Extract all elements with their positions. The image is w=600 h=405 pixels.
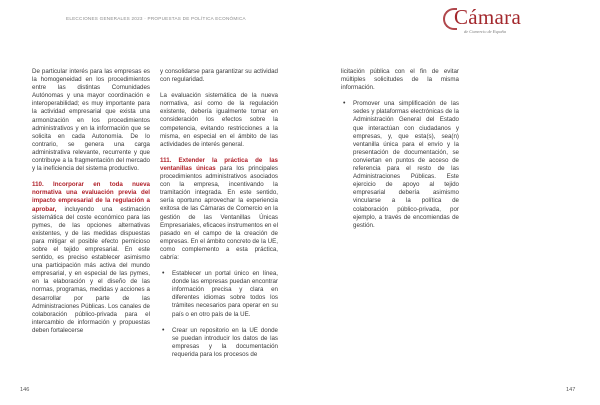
proposal-heading: 110. Incorporar en toda nueva normativa una evaluación previa del impacto empresarial de la regulación a aprobar, xyxy=(32,181,150,213)
column-3 xyxy=(341,68,459,238)
bullet-list xyxy=(160,270,278,359)
proposal-body: para los principales procedimientos administrativos asociados con la empresa, incentivando la tramitación integrada. En este sentido, sería oportuno aprovechar la experiencia exitosa de las Cámaras de Comercio en la gestión de las Ventanillas Únicas Empresariales, eficaces instrumentos en el pasado en el campo de la creación de empresas. En el ámbito concreto de la UE, como complemento a esta práctica, cabría: xyxy=(160,164,278,261)
paragraph: licitación pública con el fin de evitar múltiples solicitudes de la misma información. xyxy=(341,68,459,92)
page-number-left: 146 xyxy=(20,387,30,393)
proposal-heading: 111. Extender la práctica de las ventanillas únicas xyxy=(160,156,278,172)
list-item: • Promover una simplificación de las sedes y plataformas electrónicas de la Administración General del Estado que interactúan con ciudadanos y empresas, y, que esta(s), sea(n) ventanilla única para el envío y la presentación de documentación, se conviertan en puntos de acceso de referencia para el resto de las Administraciones Públicas. Este ejercicio de apoyo al tejido empresarial debería asimismo vincularse a la política de colaboración público-privada, por ejemplo, a través de encomiendas de gestión. xyxy=(341,100,459,230)
proposal-111 xyxy=(160,157,278,262)
paragraph: y consolidarse para garantizar su actividad con regularidad. xyxy=(160,68,278,84)
paragraph: La evaluación sistemática de la nueva normativa, así como de la regulación existente, debería igualmente tomar en consideración los efectos sobre la competencia, evitando restricciones a la misma, en especial en el ámbito de las actividades de interés general. xyxy=(160,92,278,148)
list-item: • Crear un repositorio en la UE donde se puedan introducir los datos de las empresas y la documentación requerida para los procesos de xyxy=(160,327,278,359)
proposal-110 xyxy=(32,181,150,335)
camara-logo xyxy=(440,5,520,37)
page-number-right: 147 xyxy=(566,387,576,393)
running-header: ELECCIONES GENERALES 2023 · PROPUESTAS DE POLÍTICA ECONÓMICA xyxy=(66,16,246,21)
logo-wordmark: Cámara xyxy=(454,5,522,29)
list-item: • Establecer un portal único en línea, donde las empresas puedan encontrar información precisa y clara en diferentes idiomas sobre todos los trámites necesarios para operar en su país o en otro país de la UE. xyxy=(160,270,278,319)
proposal-body: incluyendo una estimación sistemática del coste económico para las pymes, de las opciones alternativas existentes, y de las medidas dispuestas para mitigar el posible efecto pernicioso sobre el tejido empresarial. En este sentido, es preciso establecer asimismo una participación más activa del mundo empresarial, y en especial de las pymes, en la elaboración y el diseño de las normas, programas, medidas y acciones a desarrollar por parte de las Administraciones Públicas. Los canales de colaboración público-privada para el intercambio de información y propuestas deben fortalecerse xyxy=(32,205,150,334)
column-2 xyxy=(160,68,278,367)
bullet-list xyxy=(341,100,459,230)
logo-subtitle: de Comercio de España xyxy=(464,29,506,34)
paragraph: De particular interés para las empresas es la homogeneidad en los procedimientos entre las distintas Comunidades Autónomas y una mayor coordinación e interoperabilidad; es muy importante para la actividad empresarial que exista una armonización en los procedimientos administrativos y en la información que se solicita en cada Autonomía. De lo contrario, se genera una carga administrativa relevante, recurrente y que contribuye a la fragmentación del mercado y la ineficiencia del sistema productivo. xyxy=(32,68,150,173)
column-1 xyxy=(32,68,150,343)
